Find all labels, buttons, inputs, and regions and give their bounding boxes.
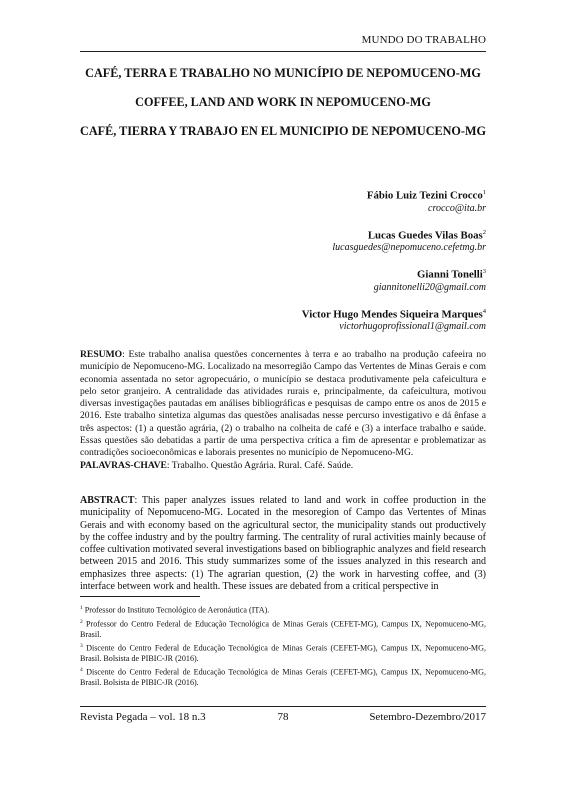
- author-email[interactable]: lucasguedes@nepomuceno.cefetmg.br: [332, 242, 486, 254]
- abstract-text: : This paper analyzes issues related to land and work in coffee production in the municipality of Nepomuceno-MG. Located in the mesoregion of Campo das Vertentes of Minas Gerais and with economy based on the agricultural sector, the municipality stands out productively by the coffee industry and by the poultry farming. The centrality of rural activities mainly because of coffee cultivation motivated several investigations based on bibliographic analyzes and field research between 2015 and 2016. This study summarizes some of the issues analyzed in this research and emphasizes three aspects: (1) The agrarian question, (2) the work in harvesting coffee, and (3) interface between work and health. These issues are debated from a critical perspective in: [80, 495, 486, 593]
- footnote: [80, 665, 486, 688]
- author-footnote-mark: 4: [482, 307, 486, 315]
- running-header: MUNDO DO TRABALHO: [361, 34, 486, 46]
- author-name-text: Fábio Luiz Tezini Crocco: [366, 189, 483, 202]
- footer-rule: [80, 706, 486, 707]
- footnote-text: Professor do Centro Federal de Educação Tecnológica de Minas Gerais (CEFET-MG), Campus IX, Nepomuceno-MG, Brasil.: [80, 619, 486, 639]
- author-entry: [302, 305, 486, 334]
- footnote-number: 3: [80, 642, 83, 649]
- author-name: [302, 305, 486, 322]
- author-name-text: Lucas Guedes Vilas Boas: [367, 229, 483, 242]
- footer-page-number: 78: [277, 711, 289, 723]
- author-name: [302, 265, 486, 282]
- resumo-label: RESUMO: [80, 349, 123, 360]
- footnote-text: Professor do Instituto Tecnológico de Aeronáutica (ITA).: [82, 605, 270, 615]
- resumo-paragraph: [80, 349, 486, 460]
- author-name: [302, 226, 486, 243]
- footer-journal: Revista Pegada – vol. 18 n.3: [80, 711, 206, 723]
- author-name-text: Victor Hugo Mendes Siqueira Marques: [301, 308, 483, 321]
- author-email[interactable]: giannitonelli20@gmail.com: [373, 281, 486, 293]
- resumo-text: : Este trabalho analisa questões concernentes à terra e ao trabalho na produção cafeeira no município de Nepomuceno-MG. Localizado na mesorregião Campo das Vertentes de Minas Gerais e com economia assentada no setor agropecuário, o município se destaca produtivamente pela cafeicultura e pelo setor granjeiro. A centralidade das atividades rurais e, principalmente, da cafeicultura, motivou diversas investigações pautadas em análises bibliográficas e pesquisas de campo entre os anos de 2015 e 2016. Este trabalho sintetiza algumas das questões analisadas nesse percurso investigativo e dá ênfase a três aspectos: (1) a questão agrária, (2) o trabalho na colheita de café e (3) a interface trabalho e saúde. Essas questões são debatidas a partir de uma perspectiva crítica a fim de apresentar e problematizar as contradições socioeconômicas e laborais presentes no município de Nepomuceno-MG.: [80, 349, 486, 459]
- footnote-number: 4: [80, 667, 83, 674]
- author-footnote-mark: 3: [482, 268, 486, 276]
- footnote-text: Discente do Centro Federal de Educação Tecnológica de Minas Gerais (CEFET-MG), Campus IX, Nepomuceno-MG, Brasil. Bolsista de PIBIC-JR (2016).: [80, 643, 486, 663]
- abstract-section: [80, 495, 486, 593]
- abstract-paragraph: [80, 495, 486, 593]
- authors-block: [302, 186, 486, 344]
- resumo-section: [80, 349, 486, 472]
- keywords-label: PALAVRAS-CHAVE: [80, 459, 167, 471]
- header-rule: [80, 51, 486, 52]
- footnote: [80, 603, 486, 616]
- keywords-paragraph: [80, 460, 486, 472]
- author-email[interactable]: crocco@ita.br: [428, 202, 486, 214]
- author-name: [302, 186, 486, 203]
- author-entry: [302, 265, 486, 294]
- footnote-number: 2: [80, 618, 83, 625]
- footnotes-block: [80, 603, 486, 689]
- title-portuguese: CAFÉ, TERRA E TRABALHO NO MUNICÍPIO DE NEPOMUCENO-MG: [85, 66, 481, 80]
- abstract-label: ABSTRACT: [80, 495, 135, 506]
- author-footnote-mark: 2: [482, 228, 486, 236]
- title-spanish: CAFÉ, TIERRA Y TRABAJO EN EL MUNICIPIO DE NEPOMUCENO-MG: [80, 124, 486, 138]
- footnote: [80, 617, 486, 640]
- footnote: [80, 641, 486, 664]
- author-entry: [302, 186, 486, 215]
- author-name-text: Gianni Tonelli: [417, 268, 483, 281]
- title-english: COFFEE, LAND AND WORK IN NEPOMUCENO-MG: [135, 95, 431, 109]
- author-entry: [302, 226, 486, 255]
- keywords-text: : Trabalho. Questão Agrária. Rural. Café. Saúde.: [166, 459, 354, 471]
- footnote-rule: [80, 596, 200, 597]
- footer-date: Setembro-Dezembro/2017: [369, 711, 486, 723]
- author-footnote-mark: 1: [482, 189, 486, 196]
- footnote-text: Discente do Centro Federal de Educação Tecnológica de Minas Gerais (CEFET-MG), Campus IX, Nepomuceno-MG, Brasil. Bolsista de PIBIC-JR (2016).: [80, 667, 486, 687]
- titles-block: [80, 66, 486, 139]
- author-email[interactable]: victorhugoprofissional1@gmail.com: [339, 321, 486, 333]
- footnote-number: 1: [80, 605, 83, 611]
